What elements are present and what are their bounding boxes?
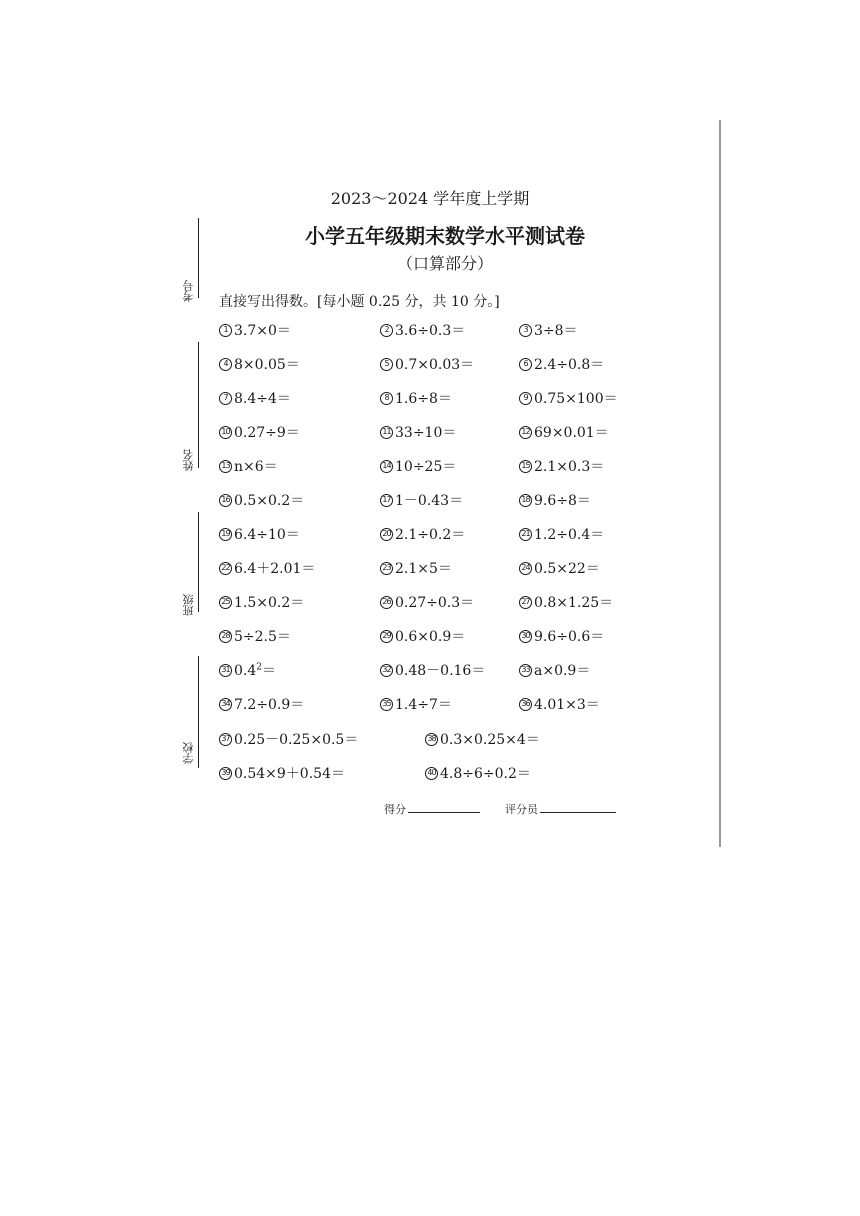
problem-number-badge: 31 [219,664,232,677]
expression-text: 1－0.43＝ [395,493,464,509]
problem-expression [234,694,304,714]
problem-number-badge: 15 [519,460,532,473]
problem-number-badge: 21 [519,528,532,541]
expression-text: 0.5×22＝ [534,561,600,577]
problem-3 [519,320,578,340]
problem-expression [534,490,591,510]
expression-text: 8×0.05＝ [234,357,300,373]
problem-number-badge: 14 [380,460,393,473]
problem-expression [534,524,604,544]
instruction-text: 直接写出得数。[每小题 0.25 分，共 10 分。] [219,294,500,310]
exponent: 2 [256,662,262,673]
expression-text: 6.4÷10＝ [234,527,300,543]
problem-number-badge: 2 [380,324,393,337]
problem-expression [234,490,304,510]
problem-expression [234,524,300,544]
problem-33 [519,660,590,680]
problem-expression [234,422,300,442]
problem-expression [395,490,463,510]
expression-text: 3÷8＝ [534,323,578,339]
school-label: 学校 [182,742,195,764]
problem-number-badge: 34 [219,698,232,711]
problem-14 [380,456,456,476]
name-label: 姓名 [182,449,195,471]
problem-expression [534,660,590,680]
problem-number-badge: 16 [219,494,232,507]
score-field [384,801,480,817]
problem-expression [234,456,278,476]
problem-29 [380,626,465,646]
expression-text: 0.5×0.2＝ [234,493,305,509]
problem-11 [380,422,456,442]
problem-number-badge: 26 [380,596,393,609]
problem-expression [534,626,604,646]
problem-number-badge: 22 [219,562,232,575]
problem-expression [534,456,604,476]
problem-22 [219,558,315,578]
problem-30 [519,626,604,646]
expression-text: 2.1÷0.2＝ [395,527,466,543]
problem-8 [380,388,452,408]
problem-21 [519,524,604,544]
problem-expression [534,558,600,578]
problem-number-badge: 30 [519,630,532,643]
expression-text: 0.3×0.25×4＝ [440,732,540,748]
problem-expression [534,592,613,612]
problem-expression [395,558,452,578]
problem-expression [234,388,291,408]
problem-number-badge: 27 [519,596,532,609]
problem-expression [395,354,474,374]
problem-number-badge: 7 [219,392,232,405]
expression-text: 0.75×100＝ [534,391,618,407]
expression-text: 1.6÷8＝ [395,391,452,407]
problem-number-badge: 5 [380,358,393,371]
problem-number-badge: 35 [380,698,393,711]
problem-number-badge: 29 [380,630,393,643]
problem-expression [234,660,276,680]
problem-number-badge: 11 [380,426,393,439]
expression-text: 4.01×3＝ [534,697,600,713]
problem-24 [519,558,600,578]
problem-number-badge: 37 [219,733,232,746]
problem-19 [219,524,300,544]
problem-expression [234,592,304,612]
problem-expression [234,729,358,749]
expression-text: 6.4＋2.01＝ [234,561,316,577]
expression-text: 69×0.01＝ [534,425,609,441]
problem-6 [519,354,604,374]
problem-39 [219,763,345,783]
problem-expression [395,660,485,680]
class-line [198,512,199,612]
problem-expression [234,626,291,646]
expression-text: 4.8÷6÷0.2＝ [440,766,531,782]
problem-10 [219,422,300,442]
expression-text: 0.54×9＋0.54＝ [234,766,345,782]
page-title: 小学五年级期末数学水平测试卷 [305,224,585,248]
score-label: 得分 [384,803,406,816]
problem-expression [534,422,609,442]
expression-text: 3.6÷0.3＝ [395,323,466,339]
school-line [198,656,199,768]
problem-13 [219,456,278,476]
problem-9 [519,388,618,408]
problem-expression [440,729,540,749]
expression-text: a×0.9＝ [534,663,591,679]
problem-32 [380,660,485,680]
problem-expression [395,592,474,612]
problem-5 [380,354,474,374]
grader-field [505,801,616,817]
problem-expression [234,558,315,578]
problem-number-badge: 1 [219,324,232,337]
problem-expression [395,626,465,646]
problem-expression [534,388,618,408]
problem-37 [219,729,358,749]
problem-number-badge: 39 [219,767,232,780]
school-year-line: 2023～2024 学年度上学期 [330,189,530,208]
expression-text: 1.2÷0.4＝ [534,527,605,543]
problem-20 [380,524,465,544]
problem-number-badge: 40 [425,767,438,780]
expression-text: 0.27÷9＝ [234,425,300,441]
problem-40 [425,763,531,783]
problem-25 [219,592,304,612]
problem-number-badge: 13 [219,460,232,473]
expression-text: 0.8×1.25＝ [534,595,614,611]
problem-expression [395,320,465,340]
problem-number-badge: 24 [519,562,532,575]
name-line [198,342,199,468]
expression-text: 33÷10＝ [395,425,457,441]
problem-number-badge: 12 [519,426,532,439]
problem-expression [234,320,291,340]
expression-text: 0.7×0.03＝ [395,357,475,373]
problem-35 [380,694,452,714]
problem-12 [519,422,609,442]
problem-number-badge: 23 [380,562,393,575]
expression-text: 5÷2.5＝ [234,629,291,645]
problem-1 [219,320,291,340]
problem-expression [395,422,456,442]
score-blank [408,803,480,813]
problem-number-badge: 9 [519,392,532,405]
problem-expression [234,354,300,374]
expression-text: 0.25－0.25×0.5＝ [234,732,359,748]
problem-26 [380,592,474,612]
problem-2 [380,320,465,340]
expression-text: 0.27÷0.3＝ [395,595,475,611]
problem-36 [519,694,600,714]
expression-text: 2.4÷0.8＝ [534,357,605,373]
problem-7 [219,388,291,408]
problem-expression [534,694,600,714]
problem-number-badge: 32 [380,664,393,677]
problem-expression [440,763,531,783]
problem-number-badge: 8 [380,392,393,405]
expression-text: 2.1×5＝ [395,561,452,577]
expression-text: 9.6÷0.6＝ [534,629,605,645]
expression-text: 2.1×0.3＝ [534,459,605,475]
problem-4 [219,354,300,374]
problem-18 [519,490,591,510]
expression-text: 0.48－0.16＝ [395,663,486,679]
problem-38 [425,729,540,749]
problem-number-badge: 4 [219,358,232,371]
problem-expression [395,388,452,408]
expression-text: 8.4÷4＝ [234,391,291,407]
expression-text: 1.5×0.2＝ [234,595,305,611]
equals-sign: ＝ [262,663,276,679]
problem-17 [380,490,463,510]
expression-text: 1.4÷7＝ [395,697,452,713]
grader-label: 评分员 [505,803,538,816]
problem-expression [234,763,345,783]
expression-text: 9.6÷8＝ [534,493,591,509]
expression-text: 10÷25＝ [395,459,457,475]
problem-16 [219,490,304,510]
problem-number-badge: 20 [380,528,393,541]
expression-text: n×6＝ [234,459,278,475]
problem-number-badge: 25 [219,596,232,609]
problem-expression [534,354,604,374]
problem-number-badge: 6 [519,358,532,371]
problem-27 [519,592,613,612]
problem-15 [519,456,604,476]
problem-23 [380,558,452,578]
problem-number-badge: 18 [519,494,532,507]
problem-number-badge: 19 [219,528,232,541]
problem-expression [534,320,578,340]
expression-text: 0.4 [234,663,257,679]
page-subtitle: （口算部分） [396,254,493,273]
exam-number-label: 考号 [182,280,195,302]
problem-28 [219,626,291,646]
problem-expression [395,456,456,476]
expression-text: 3.7×0＝ [234,323,291,339]
problem-31 [219,660,276,680]
problem-expression [395,524,465,544]
grader-blank [540,803,616,813]
class-label: 班级 [182,594,195,616]
problem-number-badge: 28 [219,630,232,643]
problem-expression [395,694,452,714]
expression-text: 0.6×0.9＝ [395,629,466,645]
problem-number-badge: 10 [219,426,232,439]
problem-number-badge: 33 [519,664,532,677]
problem-number-badge: 36 [519,698,532,711]
problem-number-badge: 3 [519,324,532,337]
problem-number-badge: 38 [425,733,438,746]
problem-34 [219,694,304,714]
problem-number-badge: 17 [380,494,393,507]
expression-text: 7.2÷0.9＝ [234,697,305,713]
